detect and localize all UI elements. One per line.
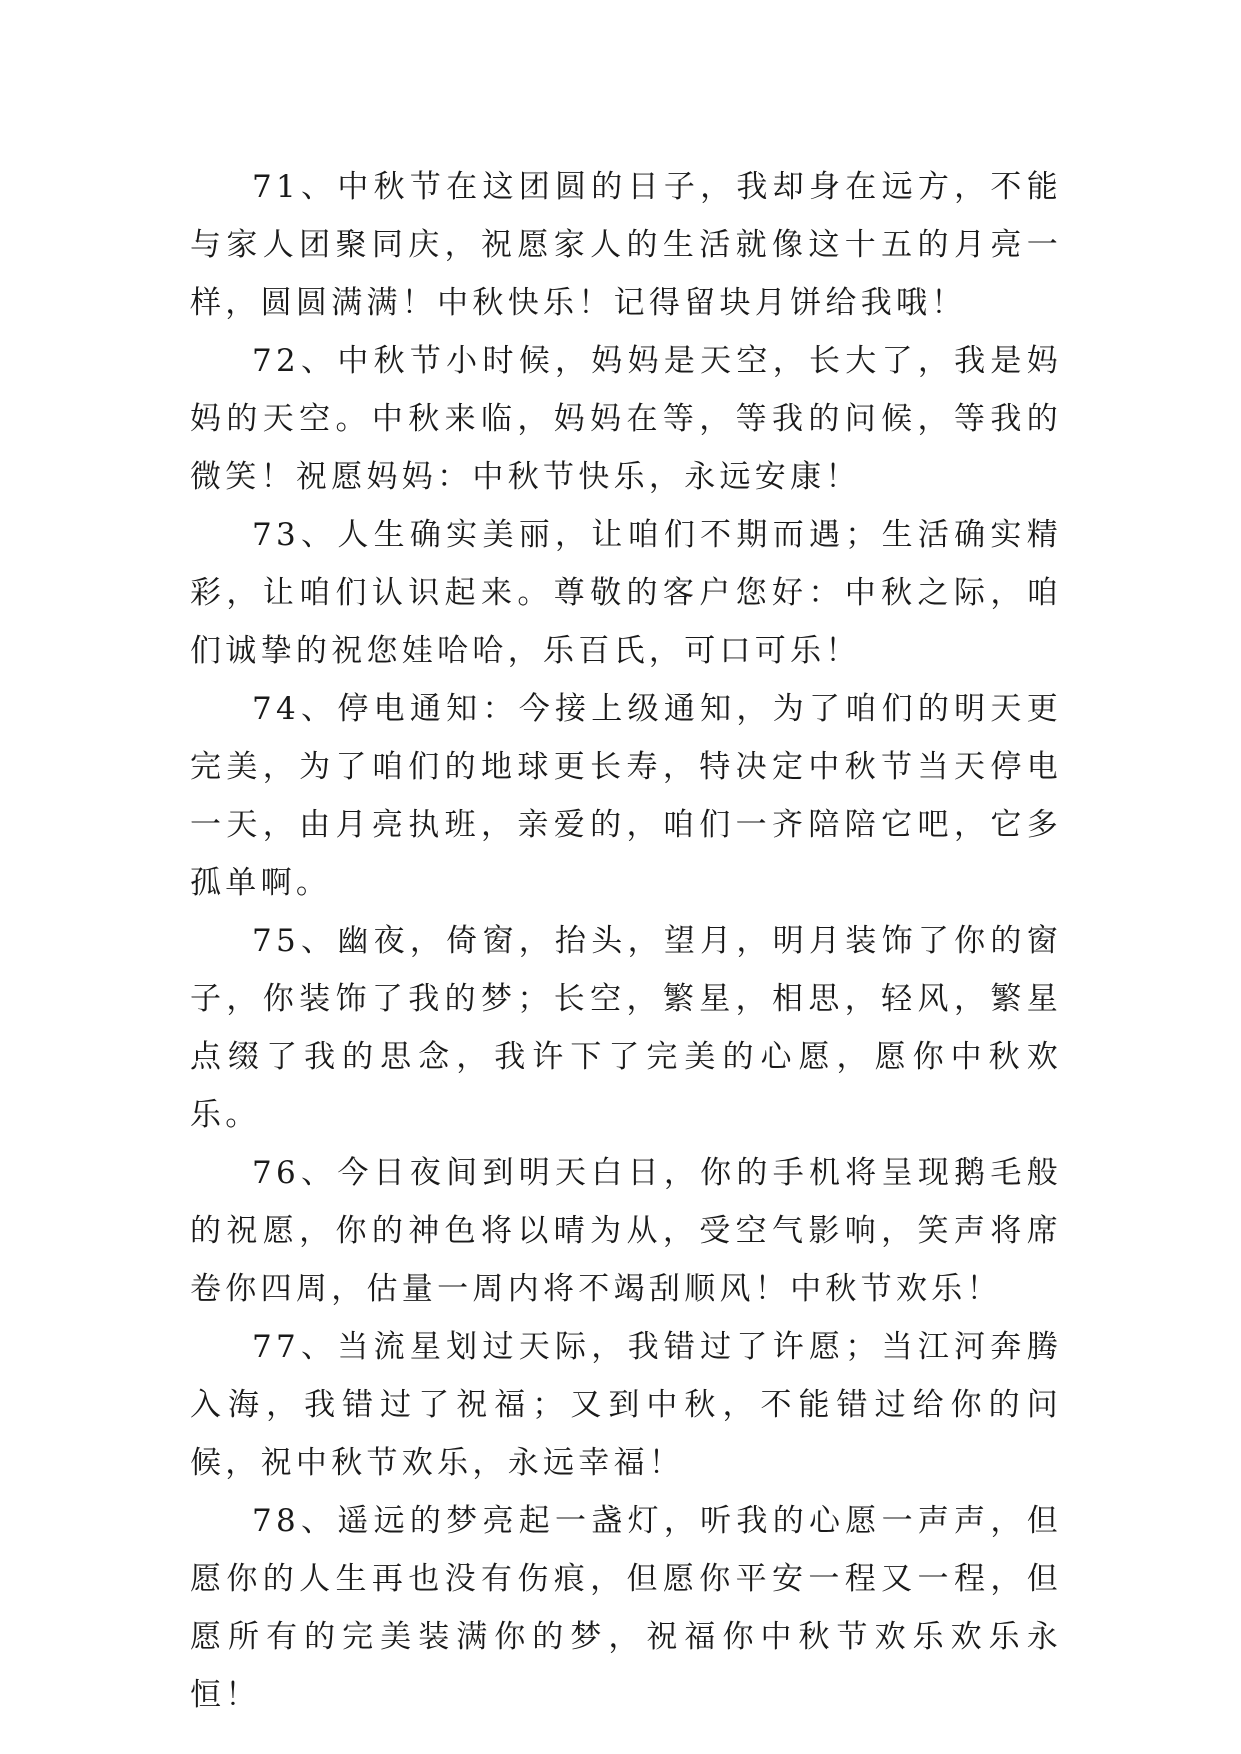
paragraph-76: 76、今日夜间到明天白日，你的手机将呈现鹅毛般的祝愿，你的神色将以晴为从，受空气影响，笑声将席卷你四周，估量一周内将不竭刮顺风！中秋节欢乐！ [190, 1155, 1062, 1307]
paragraph-71: 71、中秋节在这团圆的日子，我却身在远方，不能与家人团聚同庆，祝愿家人的生活就像这十五的月亮一样，圆圆满满！中秋快乐！记得留块月饼给我哦！ [190, 169, 1062, 321]
paragraph-72: 72、中秋节小时候，妈妈是天空，长大了，我是妈妈的天空。中秋来临，妈妈在等，等我的问候，等我的微笑！祝愿妈妈：中秋节快乐，永远安康！ [190, 343, 1062, 495]
paragraph-74: 74、停电通知：今接上级通知，为了咱们的明天更完美，为了咱们的地球更长寿，特决定中秋节当天停电一天，由月亮执班，亲爱的，咱们一齐陪陪它吧，它多孤单啊。 [190, 691, 1062, 901]
paragraph-75: 75、幽夜，倚窗，抬头，望月，明月装饰了你的窗子，你装饰了我的梦；长空，繁星，相思，轻风，繁星点缀了我的思念，我许下了完美的心愿，愿你中秋欢乐。 [190, 923, 1062, 1133]
document-body [190, 158, 1062, 1724]
paragraph-78: 78、遥远的梦亮起一盏灯，听我的心愿一声声，但愿你的人生再也没有伤痕，但愿你平安一程又一程，但愿所有的完美装满你的梦，祝福你中秋节欢乐欢乐永恒！ [190, 1503, 1062, 1713]
paragraph-77: 77、当流星划过天际，我错过了许愿；当江河奔腾入海，我错过了祝福；又到中秋，不能错过给你的问候，祝中秋节欢乐，永远幸福！ [190, 1329, 1062, 1481]
paragraph-73: 73、人生确实美丽，让咱们不期而遇；生活确实精彩，让咱们认识起来。尊敬的客户您好：中秋之际，咱们诚挚的祝您娃哈哈，乐百氏，可口可乐！ [190, 517, 1062, 669]
